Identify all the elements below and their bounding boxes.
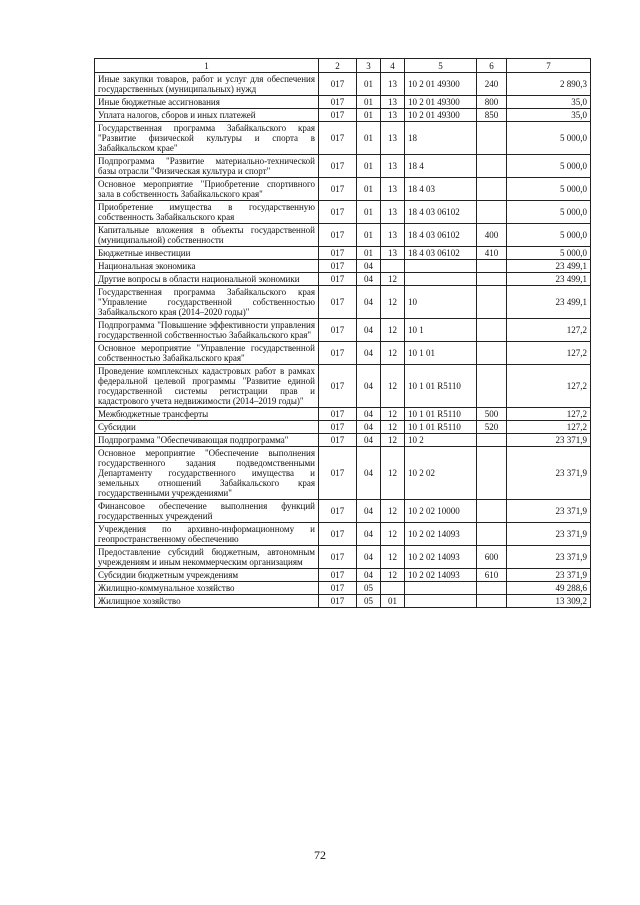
row-col-6 bbox=[477, 122, 507, 155]
row-col-7: 5 000,0 bbox=[507, 155, 591, 178]
row-col-3: 04 bbox=[357, 342, 381, 365]
row-col-2: 017 bbox=[319, 286, 357, 319]
row-col-7: 49 288,6 bbox=[507, 582, 591, 595]
row-col-3: 04 bbox=[357, 447, 381, 500]
row-col-3: 01 bbox=[357, 73, 381, 96]
row-col-2: 017 bbox=[319, 546, 357, 569]
row-col-3: 01 bbox=[357, 122, 381, 155]
row-col-7: 127,2 bbox=[507, 421, 591, 434]
row-col-2: 017 bbox=[319, 595, 357, 608]
row-name: Подпрограмма "Повышение эффективности управления государственной собственностью Забайкальского края" bbox=[95, 319, 319, 342]
row-col-7: 35,0 bbox=[507, 109, 591, 122]
row-name: Субсидии bbox=[95, 421, 319, 434]
row-col-7: 23 499,1 bbox=[507, 273, 591, 286]
header-col-7: 7 bbox=[507, 59, 591, 73]
row-col-6 bbox=[477, 582, 507, 595]
table-row bbox=[95, 286, 591, 319]
row-col-3: 04 bbox=[357, 546, 381, 569]
row-col-2: 017 bbox=[319, 73, 357, 96]
row-col-5 bbox=[405, 273, 477, 286]
row-col-4: 12 bbox=[381, 408, 405, 421]
row-col-6 bbox=[477, 260, 507, 273]
row-name: Учреждения по архивно-информационному и геопространственному обеспечению bbox=[95, 523, 319, 546]
table-body bbox=[95, 73, 591, 608]
row-col-2: 017 bbox=[319, 96, 357, 109]
row-col-5: 10 2 bbox=[405, 434, 477, 447]
row-col-2: 017 bbox=[319, 523, 357, 546]
row-name: Национальная экономика bbox=[95, 260, 319, 273]
row-col-6: 850 bbox=[477, 109, 507, 122]
row-col-4: 12 bbox=[381, 421, 405, 434]
row-col-6 bbox=[477, 342, 507, 365]
row-col-7: 23 371,9 bbox=[507, 523, 591, 546]
row-col-7: 23 371,9 bbox=[507, 500, 591, 523]
row-col-7: 5 000,0 bbox=[507, 224, 591, 247]
row-col-3: 04 bbox=[357, 319, 381, 342]
row-col-2: 017 bbox=[319, 408, 357, 421]
row-col-3: 05 bbox=[357, 582, 381, 595]
row-col-4: 12 bbox=[381, 447, 405, 500]
row-col-6 bbox=[477, 434, 507, 447]
row-name: Субсидии бюджетным учреждениям bbox=[95, 569, 319, 582]
row-col-2: 017 bbox=[319, 155, 357, 178]
row-col-2: 017 bbox=[319, 109, 357, 122]
row-col-7: 5 000,0 bbox=[507, 201, 591, 224]
row-col-4: 01 bbox=[381, 595, 405, 608]
row-col-3: 01 bbox=[357, 224, 381, 247]
row-col-6: 500 bbox=[477, 408, 507, 421]
row-col-5: 18 4 03 06102 bbox=[405, 224, 477, 247]
row-col-7: 5 000,0 bbox=[507, 122, 591, 155]
row-col-3: 04 bbox=[357, 434, 381, 447]
table-header-row bbox=[95, 59, 591, 73]
table-row bbox=[95, 260, 591, 273]
row-col-2: 017 bbox=[319, 224, 357, 247]
row-col-2: 017 bbox=[319, 582, 357, 595]
row-name: Межбюджетные трансферты bbox=[95, 408, 319, 421]
row-col-5: 10 1 01 R5110 bbox=[405, 408, 477, 421]
row-name: Основное мероприятие "Обеспечение выполнения государственного задания подведомственными Департаменту государственного имущества и земельных отношений Забайкальского края государственными учреждениями" bbox=[95, 447, 319, 500]
table-row bbox=[95, 569, 591, 582]
row-col-3: 01 bbox=[357, 109, 381, 122]
row-name: Иные бюджетные ассигнования bbox=[95, 96, 319, 109]
table-row bbox=[95, 523, 591, 546]
row-col-5: 10 1 01 bbox=[405, 342, 477, 365]
row-col-6 bbox=[477, 286, 507, 319]
row-col-2: 017 bbox=[319, 365, 357, 408]
table-row bbox=[95, 247, 591, 260]
row-col-5: 10 bbox=[405, 286, 477, 319]
row-col-6 bbox=[477, 365, 507, 408]
row-col-6 bbox=[477, 447, 507, 500]
row-col-3: 05 bbox=[357, 595, 381, 608]
row-col-6: 800 bbox=[477, 96, 507, 109]
row-col-2: 017 bbox=[319, 201, 357, 224]
table-row bbox=[95, 201, 591, 224]
row-name: Жилищно-коммунальное хозяйство bbox=[95, 582, 319, 595]
table-row bbox=[95, 178, 591, 201]
row-col-7: 13 309,2 bbox=[507, 595, 591, 608]
row-col-3: 01 bbox=[357, 96, 381, 109]
row-name: Капитальные вложения в объекты государственной (муниципальной) собственности bbox=[95, 224, 319, 247]
row-col-5: 18 4 bbox=[405, 155, 477, 178]
header-col-3: 3 bbox=[357, 59, 381, 73]
row-name: Подпрограмма "Развитие материально-технической базы отрасли "Физическая культура и спорт" bbox=[95, 155, 319, 178]
row-col-4: 13 bbox=[381, 201, 405, 224]
row-col-3: 01 bbox=[357, 247, 381, 260]
row-col-4: 12 bbox=[381, 500, 405, 523]
row-col-7: 23 371,9 bbox=[507, 569, 591, 582]
row-name: Проведение комплексных кадастровых работ в рамках федеральной целевой программы "Развитие единой государственной системы регистрации прав и кадастрового учета недвижимости (2014–2019 годы)" bbox=[95, 365, 319, 408]
row-col-7: 23 371,9 bbox=[507, 434, 591, 447]
table-row bbox=[95, 595, 591, 608]
row-col-6 bbox=[477, 273, 507, 286]
row-col-5: 10 2 02 14093 bbox=[405, 569, 477, 582]
header-col-5: 5 bbox=[405, 59, 477, 73]
table-row bbox=[95, 447, 591, 500]
row-col-3: 04 bbox=[357, 408, 381, 421]
row-col-2: 017 bbox=[319, 447, 357, 500]
row-name: Уплата налогов, сборов и иных платежей bbox=[95, 109, 319, 122]
row-col-6 bbox=[477, 201, 507, 224]
row-name: Жилищное хозяйство bbox=[95, 595, 319, 608]
row-col-3: 01 bbox=[357, 155, 381, 178]
row-col-3: 01 bbox=[357, 201, 381, 224]
row-col-7: 127,2 bbox=[507, 342, 591, 365]
row-col-4: 12 bbox=[381, 273, 405, 286]
row-col-7: 127,2 bbox=[507, 408, 591, 421]
row-col-4: 12 bbox=[381, 286, 405, 319]
row-col-3: 04 bbox=[357, 569, 381, 582]
table-row bbox=[95, 365, 591, 408]
row-col-5: 10 1 01 R5110 bbox=[405, 421, 477, 434]
row-col-5: 10 2 01 49300 bbox=[405, 96, 477, 109]
row-col-4: 13 bbox=[381, 109, 405, 122]
row-col-3: 04 bbox=[357, 365, 381, 408]
row-col-4: 12 bbox=[381, 365, 405, 408]
row-col-5: 10 2 02 10000 bbox=[405, 500, 477, 523]
row-col-4: 12 bbox=[381, 342, 405, 365]
row-col-5: 10 1 bbox=[405, 319, 477, 342]
table-row bbox=[95, 96, 591, 109]
row-col-2: 017 bbox=[319, 319, 357, 342]
row-col-3: 04 bbox=[357, 421, 381, 434]
table-row bbox=[95, 500, 591, 523]
row-col-4: 12 bbox=[381, 434, 405, 447]
table-row bbox=[95, 109, 591, 122]
row-col-5: 10 2 02 bbox=[405, 447, 477, 500]
row-col-4: 13 bbox=[381, 224, 405, 247]
row-col-4: 12 bbox=[381, 569, 405, 582]
row-col-6 bbox=[477, 178, 507, 201]
row-col-6: 240 bbox=[477, 73, 507, 96]
row-col-6 bbox=[477, 500, 507, 523]
table-row bbox=[95, 582, 591, 595]
row-name: Бюджетные инвестиции bbox=[95, 247, 319, 260]
row-col-3: 04 bbox=[357, 260, 381, 273]
row-col-5: 10 1 01 R5110 bbox=[405, 365, 477, 408]
row-col-2: 017 bbox=[319, 421, 357, 434]
row-name: Иные закупки товаров, работ и услуг для обеспечения государственных (муниципальных) нужд bbox=[95, 73, 319, 96]
row-col-7: 23 499,1 bbox=[507, 286, 591, 319]
row-col-5 bbox=[405, 260, 477, 273]
row-col-3: 04 bbox=[357, 523, 381, 546]
table-row bbox=[95, 73, 591, 96]
row-col-2: 017 bbox=[319, 342, 357, 365]
row-col-6 bbox=[477, 319, 507, 342]
row-name: Государственная программа Забайкальского края "Развитие физической культуры и спорта в Забайкальском крае" bbox=[95, 122, 319, 155]
row-col-3: 04 bbox=[357, 273, 381, 286]
row-col-2: 017 bbox=[319, 500, 357, 523]
row-col-5: 18 4 03 06102 bbox=[405, 247, 477, 260]
row-col-5: 18 4 03 bbox=[405, 178, 477, 201]
table-row bbox=[95, 342, 591, 365]
row-col-2: 017 bbox=[319, 434, 357, 447]
row-col-2: 017 bbox=[319, 178, 357, 201]
row-col-3: 01 bbox=[357, 178, 381, 201]
row-col-5: 18 4 03 06102 bbox=[405, 201, 477, 224]
header-col-4: 4 bbox=[381, 59, 405, 73]
row-col-4: 12 bbox=[381, 319, 405, 342]
row-col-7: 127,2 bbox=[507, 365, 591, 408]
table-row bbox=[95, 408, 591, 421]
row-col-4: 12 bbox=[381, 546, 405, 569]
row-col-5: 10 2 02 14093 bbox=[405, 546, 477, 569]
table-row bbox=[95, 155, 591, 178]
row-col-6: 400 bbox=[477, 224, 507, 247]
row-name: Подпрограмма "Обеспечивающая подпрограмма" bbox=[95, 434, 319, 447]
row-name: Государственная программа Забайкальского края "Управление государственной собственностью Забайкальского края (2014–2020 годы)" bbox=[95, 286, 319, 319]
row-col-5 bbox=[405, 595, 477, 608]
row-col-3: 04 bbox=[357, 286, 381, 319]
row-col-2: 017 bbox=[319, 273, 357, 286]
header-col-1: 1 bbox=[95, 59, 319, 73]
row-col-5: 10 2 01 49300 bbox=[405, 109, 477, 122]
row-col-3: 04 bbox=[357, 500, 381, 523]
table-row bbox=[95, 122, 591, 155]
row-col-4: 12 bbox=[381, 523, 405, 546]
row-col-4: 13 bbox=[381, 155, 405, 178]
row-col-6: 600 bbox=[477, 546, 507, 569]
table-row bbox=[95, 319, 591, 342]
page-number: 72 bbox=[314, 848, 326, 862]
row-col-6 bbox=[477, 523, 507, 546]
row-col-4: 13 bbox=[381, 122, 405, 155]
row-col-2: 017 bbox=[319, 122, 357, 155]
row-name: Другие вопросы в области национальной экономики bbox=[95, 273, 319, 286]
header-col-2: 2 bbox=[319, 59, 357, 73]
table-row bbox=[95, 421, 591, 434]
row-col-4: 13 bbox=[381, 96, 405, 109]
row-col-2: 017 bbox=[319, 569, 357, 582]
row-col-7: 23 371,9 bbox=[507, 546, 591, 569]
row-col-7: 23 371,9 bbox=[507, 447, 591, 500]
row-name: Основное мероприятие "Управление государственной собственностью Забайкальского края" bbox=[95, 342, 319, 365]
row-col-7: 127,2 bbox=[507, 319, 591, 342]
row-col-5: 18 bbox=[405, 122, 477, 155]
row-col-6 bbox=[477, 155, 507, 178]
row-col-4 bbox=[381, 260, 405, 273]
row-col-4: 13 bbox=[381, 247, 405, 260]
table-row bbox=[95, 224, 591, 247]
row-col-7: 35,0 bbox=[507, 96, 591, 109]
row-col-5: 10 2 02 14093 bbox=[405, 523, 477, 546]
row-col-6: 520 bbox=[477, 421, 507, 434]
row-col-6 bbox=[477, 595, 507, 608]
row-col-2: 017 bbox=[319, 247, 357, 260]
row-col-5: 10 2 01 49300 bbox=[405, 73, 477, 96]
row-col-4: 13 bbox=[381, 73, 405, 96]
table-row bbox=[95, 434, 591, 447]
row-col-6: 610 bbox=[477, 569, 507, 582]
budget-table bbox=[94, 58, 591, 608]
row-col-7: 23 499,1 bbox=[507, 260, 591, 273]
row-name: Предоставление субсидий бюджетным, автономным учреждениям и иным некоммерческим организациям bbox=[95, 546, 319, 569]
row-col-7: 5 000,0 bbox=[507, 247, 591, 260]
row-col-7: 5 000,0 bbox=[507, 178, 591, 201]
row-col-5 bbox=[405, 582, 477, 595]
row-name: Приобретение имущества в государственную собственность Забайкальского края bbox=[95, 201, 319, 224]
row-col-2: 017 bbox=[319, 260, 357, 273]
row-col-6: 410 bbox=[477, 247, 507, 260]
table-row bbox=[95, 273, 591, 286]
table-row bbox=[95, 546, 591, 569]
row-col-4: 13 bbox=[381, 178, 405, 201]
header-col-6: 6 bbox=[477, 59, 507, 73]
row-name: Финансовое обеспечение выполнения функций государственных учреждений bbox=[95, 500, 319, 523]
row-col-7: 2 890,3 bbox=[507, 73, 591, 96]
row-name: Основное мероприятие "Приобретение спортивного зала в собственность Забайкальского края" bbox=[95, 178, 319, 201]
row-col-4 bbox=[381, 582, 405, 595]
